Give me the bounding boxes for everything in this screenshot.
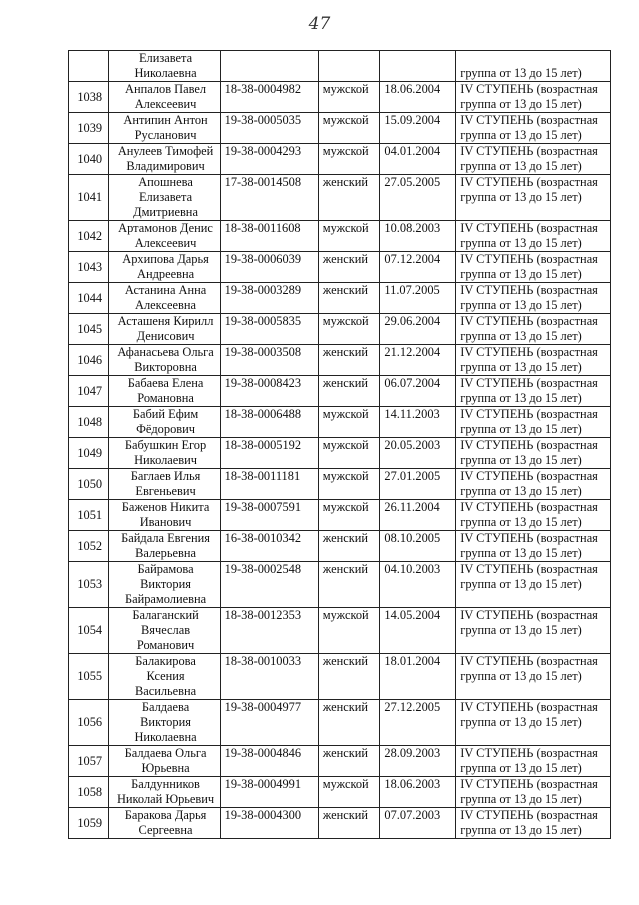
gender-cell: мужской [318,500,380,531]
uin-cell: 18-38-0010033 [220,654,318,700]
full-name-cell [109,314,220,345]
full-name-line: Русланович [134,128,197,142]
table-row [69,531,611,562]
row-number-cell: 1038 [69,82,109,113]
uin-cell: 18-38-0004982 [220,82,318,113]
table-row [69,113,611,144]
table-row [69,500,611,531]
age-group-cell [456,808,611,839]
uin-cell: 19-38-0004991 [220,777,318,808]
full-name-line: Васильевна [134,684,197,698]
age-group-line: IV СТУПЕНЬ (возрастная [460,345,598,359]
row-number-cell: 1050 [69,469,109,500]
full-name-line: Асташеня Кирилл [117,314,214,328]
age-group-cell [456,407,611,438]
full-name-line: Апошнева [138,175,193,189]
age-group-line: группа от 13 до 15 лет) [460,360,582,374]
age-group-cell [456,608,611,654]
age-group-line: IV СТУПЕНЬ (возрастная [460,531,598,545]
row-number-cell: 1053 [69,562,109,608]
gender-cell: женский [318,376,380,407]
full-name-line: Бабушкин Егор [124,438,207,452]
age-group-line [460,51,608,66]
age-group-cell [456,777,611,808]
table-row [69,51,611,82]
age-group-line: IV СТУПЕНЬ (возрастная [460,746,598,760]
age-group-line: группа от 13 до 15 лет) [460,190,582,204]
full-name-line: Сергеевна [138,823,193,837]
age-group-line: IV СТУПЕНЬ (возрастная [460,469,598,483]
full-name-cell [109,438,220,469]
gender-cell: женский [318,700,380,746]
gender-cell: женский [318,654,380,700]
full-name-cell [109,746,220,777]
row-number-cell: 1059 [69,808,109,839]
row-number-cell: 1049 [69,438,109,469]
birth-date-cell: 29.06.2004 [380,314,456,345]
full-name-cell [109,608,220,654]
age-group-line: группа от 13 до 15 лет) [460,422,582,436]
full-name-line: Артамонов Денис [118,221,213,235]
age-group-cell [456,500,611,531]
full-name-line: Баженов Никита [121,500,210,514]
uin-cell: 19-38-0005035 [220,113,318,144]
table-body [69,51,611,839]
full-name-line: Баракова Дарья [124,808,207,822]
full-name-cell [109,283,220,314]
birth-date-cell: 28.09.2003 [380,746,456,777]
age-group-line: группа от 13 до 15 лет) [460,97,582,111]
full-name-line: Фёдорович [136,422,195,436]
age-group-cell [456,51,611,82]
age-group-cell [456,469,611,500]
birth-date-cell: 18.01.2004 [380,654,456,700]
gender-cell [318,51,380,82]
table-row [69,654,611,700]
full-name-cell [109,700,220,746]
age-group-line: IV СТУПЕНЬ (возрастная [460,654,598,668]
full-name-line: Денисович [136,329,195,343]
full-name-line: Елизавета [138,51,193,65]
age-group-line: группа от 13 до 15 лет) [460,823,582,837]
gender-cell: мужской [318,113,380,144]
age-group-cell [456,113,611,144]
table-row [69,777,611,808]
age-group-line: IV СТУПЕНЬ (возрастная [460,438,598,452]
full-name-cell [109,51,220,82]
full-name-cell [109,654,220,700]
uin-cell: 19-38-0003289 [220,283,318,314]
uin-cell: 19-38-0008423 [220,376,318,407]
age-group-line: IV СТУПЕНЬ (возрастная [460,252,598,266]
full-name-line: Балдаева Ольга [124,746,207,760]
age-group-cell [456,746,611,777]
full-name-line: Викторовна [134,360,197,374]
age-group-line: группа от 13 до 15 лет) [460,236,582,250]
age-group-line: группа от 13 до 15 лет) [460,715,582,729]
gender-cell: мужской [318,608,380,654]
full-name-line: Романович [136,638,195,652]
full-name-cell [109,376,220,407]
full-name-line: Анулеев Тимофей [117,144,214,158]
full-name-line: Архипова Дарья [122,252,209,266]
full-name-line: Анпалов Павел [125,82,207,96]
age-group-cell [456,314,611,345]
gender-cell: мужской [318,144,380,175]
full-name-line: Николаевна [134,66,197,80]
row-number-cell: 1057 [69,746,109,777]
full-name-line: Афанасьева Ольга [117,345,214,359]
table-row [69,407,611,438]
full-name-cell [109,345,220,376]
full-name-line: Балдунников [131,777,200,791]
uin-cell: 18-38-0012353 [220,608,318,654]
table-row [69,438,611,469]
age-group-line: группа от 13 до 15 лет) [460,267,582,281]
age-group-line: группа от 13 до 15 лет) [460,484,582,498]
full-name-line: Ксения [146,669,185,683]
gender-cell: женский [318,175,380,221]
birth-date-cell: 14.05.2004 [380,608,456,654]
gender-cell: мужской [318,407,380,438]
birth-date-cell: 20.05.2003 [380,438,456,469]
age-group-line: IV СТУПЕНЬ (возрастная [460,175,598,189]
birth-date-cell: 21.12.2004 [380,345,456,376]
age-group-line: IV СТУПЕНЬ (возрастная [460,608,598,622]
row-number-cell: 1048 [69,407,109,438]
full-name-cell [109,221,220,252]
age-group-cell [456,175,611,221]
age-group-line: IV СТУПЕНЬ (возрастная [460,376,598,390]
full-name-line: Юрьевна [141,761,190,775]
uin-cell: 19-38-0007591 [220,500,318,531]
table-row [69,808,611,839]
uin-cell: 19-38-0004846 [220,746,318,777]
birth-date-cell: 27.12.2005 [380,700,456,746]
uin-cell: 19-38-0004293 [220,144,318,175]
row-number-cell: 1042 [69,221,109,252]
row-number-cell: 1043 [69,252,109,283]
age-group-line: группа от 13 до 15 лет) [460,298,582,312]
age-group-line: IV СТУПЕНЬ (возрастная [460,314,598,328]
table-row [69,608,611,654]
row-number-cell [69,51,109,82]
gender-cell: женский [318,746,380,777]
age-group-line: IV СТУПЕНЬ (возрастная [460,562,598,576]
row-number-cell: 1054 [69,608,109,654]
table-row [69,283,611,314]
age-group-line: IV СТУПЕНЬ (возрастная [460,700,598,714]
gender-cell: мужской [318,314,380,345]
table-row [69,469,611,500]
birth-date-cell: 14.11.2003 [380,407,456,438]
age-group-line: IV СТУПЕНЬ (возрастная [460,500,598,514]
uin-cell: 18-38-0005192 [220,438,318,469]
full-name-line: Балдаева [141,700,190,714]
full-name-cell [109,531,220,562]
full-name-line: Бабаева Елена [127,376,204,390]
age-group-line: группа от 13 до 15 лет) [460,669,582,683]
row-number-cell: 1039 [69,113,109,144]
uin-cell: 19-38-0006039 [220,252,318,283]
age-group-cell [456,82,611,113]
age-group-cell [456,531,611,562]
full-name-cell [109,808,220,839]
age-group-line: группа от 13 до 15 лет) [460,515,582,529]
full-name-line: Николаевич [134,453,197,467]
birth-date-cell: 27.05.2005 [380,175,456,221]
age-group-cell [456,438,611,469]
age-group-line: IV СТУПЕНЬ (возрастная [460,82,598,96]
full-name-line: Байдала Евгения [121,531,210,545]
birth-date-cell [380,51,456,82]
age-group-line: группа от 13 до 15 лет) [460,546,582,560]
full-name-line: Антипин Антон [123,113,208,127]
row-number-cell: 1044 [69,283,109,314]
birth-date-cell: 26.11.2004 [380,500,456,531]
full-name-line: Владимирович [126,159,205,173]
gender-cell: мужской [318,438,380,469]
age-group-cell [456,376,611,407]
full-name-line: Елизавета [138,190,193,204]
full-name-cell [109,252,220,283]
row-number-cell: 1046 [69,345,109,376]
age-group-line: группа от 13 до 15 лет) [460,761,582,775]
table-row [69,376,611,407]
full-name-line: Валерьевна [135,546,196,560]
table-row [69,345,611,376]
row-number-cell: 1058 [69,777,109,808]
birth-date-cell: 10.08.2003 [380,221,456,252]
birth-date-cell: 04.10.2003 [380,562,456,608]
full-name-line: Виктория [140,577,191,591]
full-name-line: Евгеньевич [135,484,196,498]
gender-cell: женский [318,345,380,376]
uin-cell: 19-38-0002548 [220,562,318,608]
age-group-cell [456,283,611,314]
age-group-line: группа от 13 до 15 лет) [460,329,582,343]
participants-table [68,50,611,839]
full-name-line: Андреевна [137,267,195,281]
age-group-cell [456,345,611,376]
age-group-cell [456,144,611,175]
full-name-cell [109,407,220,438]
gender-cell: женский [318,283,380,314]
table-row [69,221,611,252]
age-group-cell [456,562,611,608]
full-name-cell [109,562,220,608]
uin-cell: 19-38-0004977 [220,700,318,746]
row-number-cell: 1051 [69,500,109,531]
table-row [69,82,611,113]
full-name-line: Балакирова [135,654,196,668]
gender-cell: женский [318,252,380,283]
age-group-line: группа от 13 до 15 лет) [460,159,582,173]
birth-date-cell: 18.06.2004 [380,82,456,113]
gender-cell: женский [318,562,380,608]
birth-date-cell: 07.12.2004 [380,252,456,283]
row-number-cell: 1056 [69,700,109,746]
uin-cell: 19-38-0005835 [220,314,318,345]
birth-date-cell: 18.06.2003 [380,777,456,808]
birth-date-cell: 15.09.2004 [380,113,456,144]
birth-date-cell: 04.01.2004 [380,144,456,175]
age-group-line: группа от 13 до 15 лет) [460,577,582,591]
gender-cell: женский [318,531,380,562]
age-group-line: IV СТУПЕНЬ (возрастная [460,144,598,158]
age-group-cell [456,654,611,700]
full-name-line: Байрамолиевна [124,592,207,606]
full-name-line: Николай Юрьевич [116,792,215,806]
uin-cell [220,51,318,82]
table-row [69,144,611,175]
full-name-line: Балаганский [132,608,199,622]
age-group-cell [456,700,611,746]
full-name-line: Иванович [139,515,192,529]
table-row [69,252,611,283]
gender-cell: мужской [318,469,380,500]
age-group-line: группа от 13 до 15 лет) [460,453,582,467]
full-name-cell [109,777,220,808]
row-number-cell: 1041 [69,175,109,221]
age-group-line: IV СТУПЕНЬ (возрастная [460,407,598,421]
uin-cell: 19-38-0004300 [220,808,318,839]
birth-date-cell: 27.01.2005 [380,469,456,500]
full-name-cell [109,469,220,500]
row-number-cell: 1055 [69,654,109,700]
birth-date-cell: 11.07.2005 [380,283,456,314]
full-name-cell [109,144,220,175]
table-row [69,746,611,777]
birth-date-cell: 08.10.2005 [380,531,456,562]
row-number-cell: 1040 [69,144,109,175]
uin-cell: 18-38-0011181 [220,469,318,500]
full-name-line: Бабий Ефим [132,407,199,421]
birth-date-cell: 06.07.2004 [380,376,456,407]
full-name-line: Романовна [137,391,194,405]
full-name-line: Алексеевна [135,298,197,312]
age-group-cell [456,221,611,252]
age-group-line: группа от 13 до 15 лет) [460,66,582,80]
gender-cell: мужской [318,777,380,808]
full-name-line: Байрамова [137,562,194,576]
age-group-line: группа от 13 до 15 лет) [460,128,582,142]
full-name-cell [109,113,220,144]
uin-cell: 18-38-0006488 [220,407,318,438]
uin-cell: 16-38-0010342 [220,531,318,562]
full-name-line: Дмитриевна [133,205,198,219]
row-number-cell: 1052 [69,531,109,562]
full-name-line: Алексеевич [134,236,197,250]
gender-cell: женский [318,808,380,839]
table-row [69,700,611,746]
age-group-line: IV СТУПЕНЬ (возрастная [460,777,598,791]
birth-date-cell: 07.07.2003 [380,808,456,839]
table-row [69,314,611,345]
page-number: 47 [308,14,331,34]
uin-cell: 17-38-0014508 [220,175,318,221]
age-group-line: IV СТУПЕНЬ (возрастная [460,221,598,235]
age-group-line: группа от 13 до 15 лет) [460,391,582,405]
uin-cell: 19-38-0003508 [220,345,318,376]
full-name-line: Виктория [140,715,191,729]
full-name-line: Баглаев Илья [130,469,201,483]
gender-cell: мужской [318,82,380,113]
age-group-line: IV СТУПЕНЬ (возрастная [460,808,598,822]
full-name-cell [109,175,220,221]
uin-cell: 18-38-0011608 [220,221,318,252]
row-number-cell: 1047 [69,376,109,407]
full-name-cell [109,82,220,113]
gender-cell: мужской [318,221,380,252]
row-number-cell: 1045 [69,314,109,345]
full-name-line: Вячеслав [141,623,191,637]
full-name-line: Алексеевич [134,97,197,111]
age-group-cell [456,252,611,283]
full-name-line: Николаевна [134,730,197,744]
age-group-line: IV СТУПЕНЬ (возрастная [460,283,598,297]
table-row [69,175,611,221]
full-name-line: Астанина Анна [124,283,207,297]
full-name-cell [109,500,220,531]
age-group-line: IV СТУПЕНЬ (возрастная [460,113,598,127]
age-group-line: группа от 13 до 15 лет) [460,792,582,806]
age-group-line: группа от 13 до 15 лет) [460,623,582,637]
table-row [69,562,611,608]
